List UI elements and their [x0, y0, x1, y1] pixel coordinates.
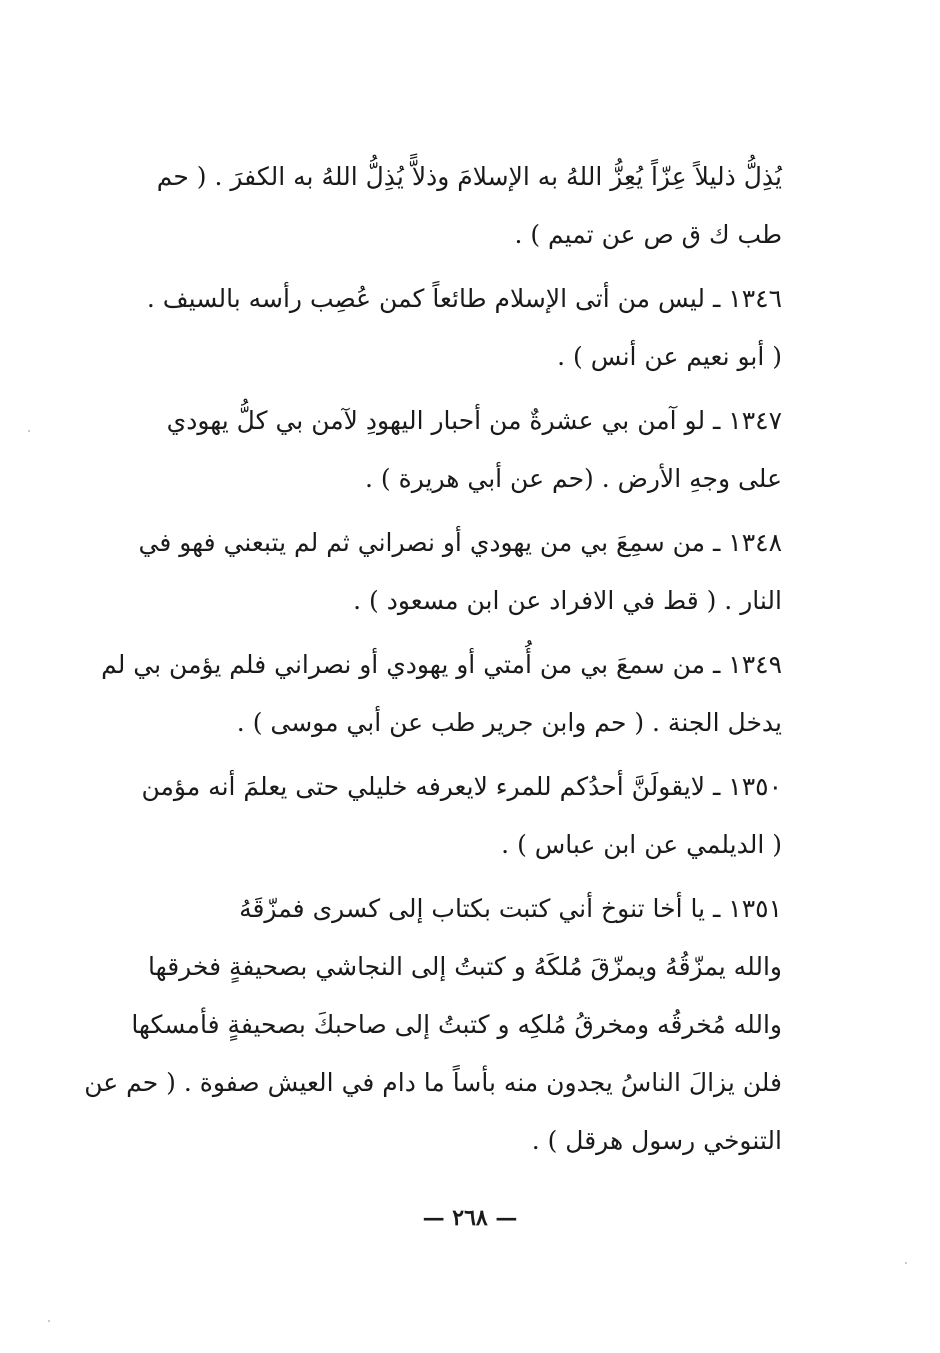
text-line: يدخل الجنة . ( حم وابن جرير طب عن أبي موسى ) .	[236, 708, 782, 737]
scan-speck	[905, 1262, 907, 1264]
hadith-paragraph-1348	[82, 514, 782, 630]
text-line: ١٣٥٠ ـ لايقولَنَّ أحدُكم للمرء لايعرفه خليلي حتى يعلمَ أنه مؤمن	[141, 772, 782, 801]
scan-speck	[28, 430, 30, 432]
page-number: — ٢٦٨ —	[422, 1205, 518, 1231]
text-line: والله مُخرقُه ومخرقُ مُلكِه و كتبتُ إلى صاحبكَ بصحيفةٍ فأمسكها	[131, 1010, 782, 1039]
scan-speck	[48, 1320, 50, 1322]
text-line: فلن يزالَ الناسُ يجدون منه بأساً ما دام في العيش صفوة . ( حم عن	[84, 1068, 782, 1097]
text-line: ١٣٥١ ـ يا أخا تنوخ أني كتبت بكتاب إلى كسرى فمزّقَهُ	[239, 894, 782, 923]
text-line: النار . ( قط في الافراد عن ابن مسعود ) .	[353, 586, 782, 615]
text-line: طب ك ق ص عن تميم ) .	[514, 220, 782, 249]
hadith-paragraph-continuation	[82, 148, 782, 264]
text-line: ( الديلمي عن ابن عباس ) .	[501, 830, 782, 859]
text-line: التنوخي رسول هرقل ) .	[531, 1126, 782, 1155]
text-line: ١٣٤٩ ـ من سمعَ بي من أُمتي أو يهودي أو نصراني فلم يؤمن بي لم	[101, 650, 782, 679]
hadith-paragraph-1347	[82, 392, 782, 508]
text-line: ١٣٤٧ ـ لو آمن بي عشرةٌ من أحبار اليهودِ لآمن بي كلُّ يهودي	[166, 406, 782, 435]
hadith-paragraph-1351	[82, 880, 782, 1170]
hadith-paragraph-1346	[82, 270, 782, 386]
text-line: يُذِلُّ ذليلاً عِزّاً يُعِزُّ اللهُ به الإسلامَ وذلاًّ يُذِلُّ اللهُ به الكفرَ . ( حم	[156, 162, 782, 191]
text-line: والله يمزّقُهُ ويمزّقَ مُلكَهُ و كتبتُ إلى النجاشي بصحيفةٍ فخرقها	[148, 952, 782, 981]
text-line: على وجهِ الأرض . (حم عن أبي هريرة ) .	[365, 464, 782, 493]
hadith-paragraph-1350	[82, 758, 782, 874]
text-line: ( أبو نعيم عن أنس ) .	[557, 342, 782, 371]
text-line: ١٣٤٦ ـ ليس من أتى الإسلام طائعاً كمن عُصِب رأسه بالسيف .	[146, 284, 782, 313]
text-line: ١٣٤٨ ـ من سمِعَ بي من يهودي أو نصراني ثم لم يتبعني فهو في	[138, 528, 782, 557]
hadith-paragraph-1349	[82, 636, 782, 752]
